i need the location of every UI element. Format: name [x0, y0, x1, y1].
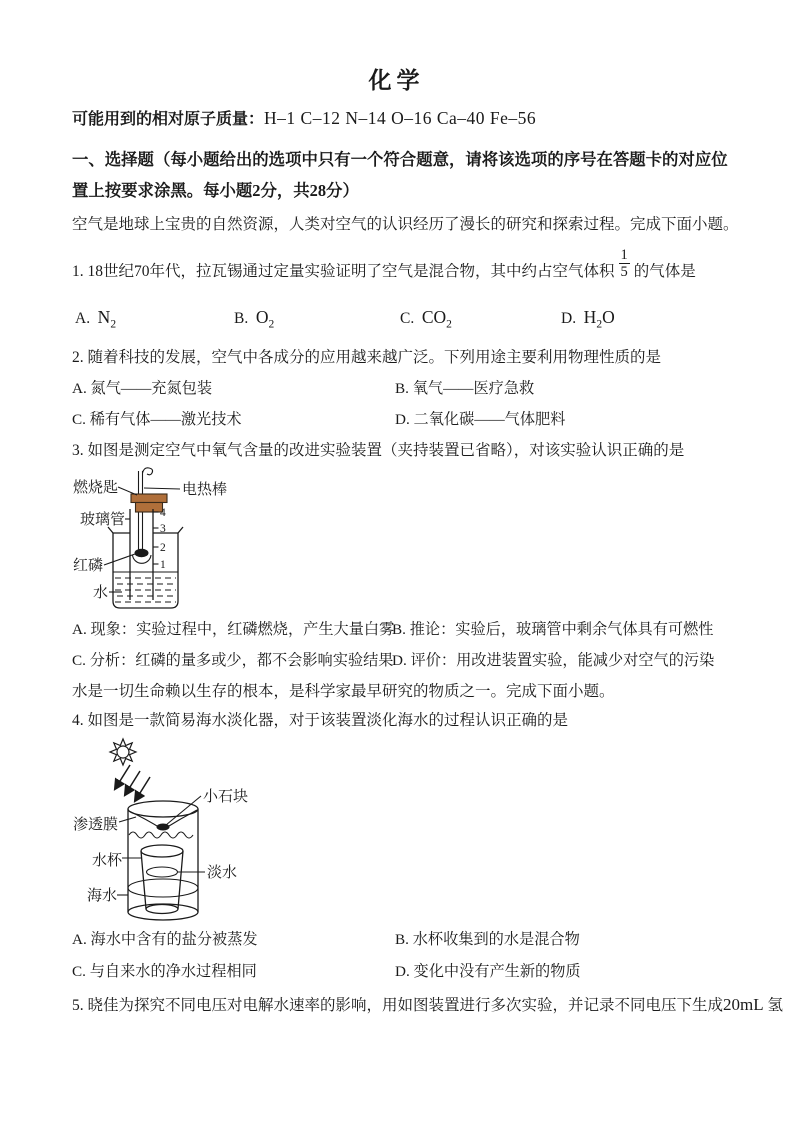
seawater-surface	[128, 879, 198, 897]
question-1-options	[0, 307, 793, 337]
water-label: 水	[93, 585, 109, 601]
q1-fraction	[619, 247, 630, 280]
fresh-water-label: 淡水	[207, 865, 238, 881]
q1-stem-suffix: 的气体是	[633, 263, 696, 281]
red-phosphorus	[135, 549, 149, 557]
scale-mark-1: 1	[160, 559, 166, 571]
section-one-heading: 一、选择题（每小题给出的选项中只有一个符合题意，请将该选项的序号在答题卡的对应位置上按要求涂黑。每小题2分，共28分）	[72, 150, 728, 200]
scale-mark-3: 3	[160, 523, 166, 535]
q3-option-c: C. 分析：红磷的量多或少，都不会影响实验结果	[72, 652, 394, 669]
q2-option-b: B. 氧气——医疗急救	[395, 380, 535, 397]
desalination-diagram	[58, 735, 258, 925]
q1-option-d: D. $H_2O$	[561, 307, 615, 331]
q1-option-a-formula: $N_2$	[97, 307, 117, 331]
q4-option-c: C. 与自来水的净水过程相同	[72, 963, 257, 980]
q2-option-d: D. 二氧化碳——气体肥料	[395, 411, 566, 428]
question-4-options-row2	[0, 960, 793, 984]
q1-option-c-formula: $CO_2$	[421, 307, 452, 331]
question-5-stem	[72, 993, 783, 1015]
passage-air: 空气是地球上宝贵的自然资源，人类对空气的认识经历了漫长的研究和探索过程。完成下面小题。	[72, 216, 739, 233]
q5-stem-prefix: 5. 晓佳为探究不同电压对电解水速率的影响，用如图装置进行多次实验，并记录不同电压下生成	[72, 997, 724, 1014]
glass-tube-scale	[153, 507, 166, 571]
q1-option-d-formula: $H_2O$	[583, 307, 615, 331]
page-title: 化学	[368, 68, 425, 93]
sunlight-arrows	[115, 765, 150, 801]
q3-option-a: A. 现象：实验过程中，红磷燃烧，产生大量白雾	[72, 621, 395, 638]
heating-rod-label: 电热棒	[182, 482, 228, 498]
q4-option-b: B. 水杯收集到的水是混合物	[395, 931, 580, 948]
red-phosphorus-label: 红磷	[73, 558, 104, 574]
heating-rod-leader	[144, 488, 180, 489]
atomic-masses-values: H–1 C–12 N–14 O–16 Ca–40 Fe–56	[264, 108, 537, 128]
glass-tube-label: 玻璃管	[80, 512, 126, 528]
question-4-options-row1	[0, 928, 793, 952]
question-3-stem: 3. 如图是测定空气中氧气含量的改进实验装置（夹持装置已省略），对该实验认识正确的是	[72, 442, 685, 459]
question-2-options-row2	[0, 408, 793, 432]
q1-fraction-denominator: 5	[620, 264, 628, 281]
question-2-options-row1	[0, 377, 793, 401]
small-stone-label: 小石块	[203, 789, 249, 805]
atomic-masses-label: 可能用到的相对原子质量：	[72, 111, 265, 128]
scale-mark-4: 4	[160, 507, 166, 519]
q1-option-c: C. $CO_2$	[400, 307, 452, 331]
q1-fraction-numerator: 1	[620, 247, 628, 263]
q5-volume: 20mL	[723, 995, 764, 1014]
scale-mark-2: 2	[160, 542, 166, 554]
sea-water-label: 海水	[87, 888, 118, 904]
question-3-options-row1	[0, 618, 793, 642]
q1-stem-prefix: 1. 18世纪70年代，拉瓦锡通过定量实验证明了空气是混合物，其中约占空气体积	[72, 263, 615, 281]
question-4-stem: 4. 如图是一款简易海水淡化器，对于该装置淡化海水的过程认识正确的是	[72, 712, 569, 729]
membrane-label: 渗透膜	[73, 817, 119, 833]
water-dashes	[115, 578, 176, 602]
q1-option-b: B. $O_2$	[234, 307, 275, 331]
question-3-options-row2	[0, 649, 793, 673]
q2-option-c: C. 稀有气体——激光技术	[72, 411, 242, 428]
q5-stem-suffix: 氢	[767, 997, 784, 1014]
q1-option-a: A. $N_2$	[75, 307, 117, 331]
question-1-stem	[72, 247, 696, 281]
q4-option-a: A. 海水中含有的盐分被蒸发	[72, 931, 258, 948]
burning-spoon-label: 燃烧匙	[73, 480, 119, 496]
atomic-masses-line	[72, 106, 536, 129]
q3-option-d: D. 评价：用改进装置实验，能减少对空气的污染	[392, 652, 715, 669]
cup-label: 水杯	[92, 853, 123, 869]
outer-container	[128, 801, 198, 920]
burning-spoon-leader	[118, 487, 137, 495]
q4-option-d: D. 变化中没有产生新的物质	[395, 963, 581, 980]
passage-water: 水是一切生命赖以生存的根本，是科学家最早研究的物质之一。完成下面小题。	[72, 683, 615, 700]
small-stone	[157, 824, 170, 831]
fresh-water-level	[147, 867, 178, 877]
q2-option-a: A. 氮气——充氮包装	[72, 380, 213, 397]
q3-option-b: B. 推论：实验后，玻璃管中剩余气体具有可燃性	[392, 621, 714, 638]
wavy-water-line	[129, 832, 193, 838]
heating-rod-coil-icon	[143, 468, 153, 475]
oxygen-experiment-diagram	[60, 465, 240, 615]
q1-option-b-formula: $O_2$	[255, 307, 275, 331]
sun-icon	[110, 739, 136, 765]
question-2-stem: 2. 随着科技的发展，空气中各成分的应用越来越广泛。下列用途主要利用物理性质的是	[72, 349, 662, 366]
beaker-water	[114, 572, 178, 602]
